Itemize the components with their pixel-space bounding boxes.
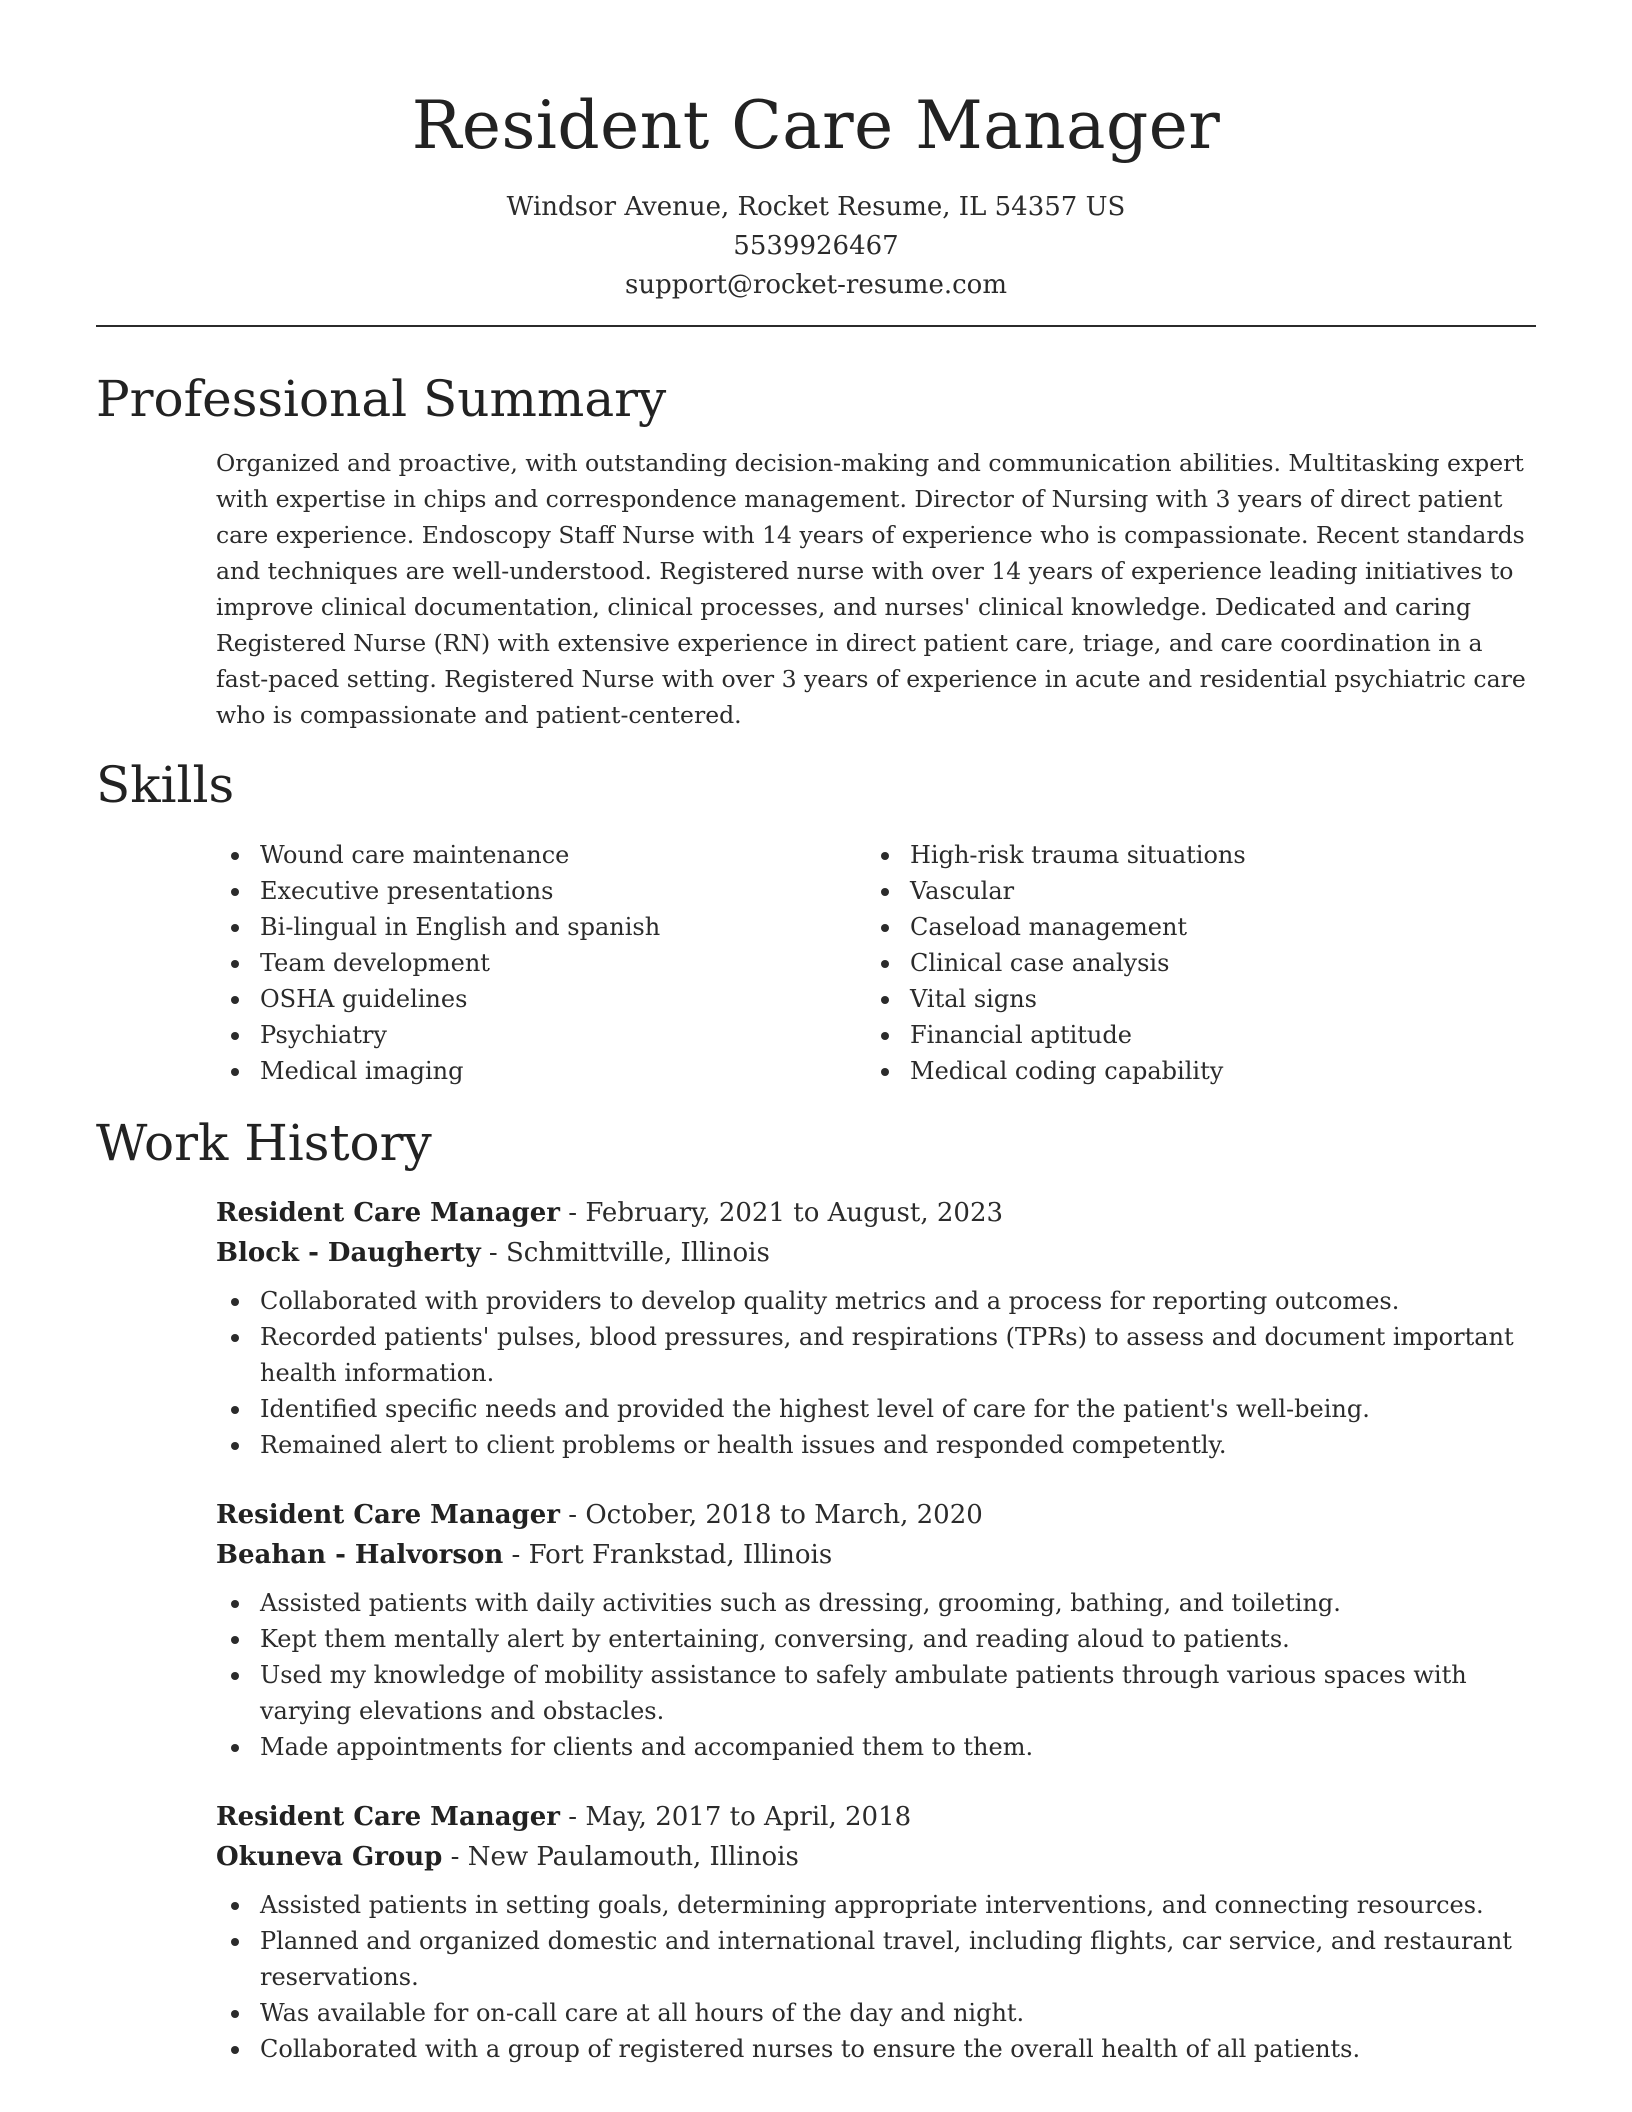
job-title-line: Resident Care Manager - May, 2017 to April, 2018 [216, 1802, 912, 1832]
contact-info [96, 188, 1536, 305]
skills-section [96, 753, 1536, 1089]
work-history-section [96, 1111, 1536, 2067]
job-entry [216, 1797, 1536, 2067]
skill-item: Medical coding capability [866, 1053, 1516, 1089]
job-dates: October, 2018 to March, 2020 [585, 1500, 983, 1530]
job-role: Resident Care Manager [216, 1500, 560, 1530]
skill-item: Team development [216, 945, 866, 981]
job-bullet: Used my knowledge of mobility assistance to safely ambulate patients through various spaces with varying elevations and obstacles. [216, 1657, 1536, 1729]
job-bullets [216, 1283, 1536, 1463]
job-company: Block - Daugherty [216, 1238, 481, 1268]
skill-item: Executive presentations [216, 873, 866, 909]
resume-page [96, 0, 1536, 2112]
skill-item: OSHA guidelines [216, 981, 866, 1017]
job-entry [216, 1193, 1536, 1463]
job-bullet: Recorded patients' pulses, blood pressures, and respirations (TPRs) to assess and document important health information. [216, 1319, 1536, 1391]
job-company-line: Beahan - Halvorson - Fort Frankstad, Illinois [216, 1540, 833, 1570]
job-bullet: Planned and organized domestic and international travel, including flights, car service, and restaurant reservations. [216, 1923, 1536, 1995]
job-bullet: Collaborated with a group of registered nurses to ensure the overall health of all patients. [216, 2031, 1536, 2067]
job-bullet: Was available for on-call care at all hours of the day and night. [216, 1995, 1536, 2031]
job-bullet: Identified specific needs and provided the highest level of care for the patient's well-being. [216, 1391, 1536, 1427]
skill-item: High-risk trauma situations [866, 837, 1516, 873]
job-entry [216, 1495, 1536, 1765]
skills-grid [216, 837, 1536, 1089]
job-dates: May, 2017 to April, 2018 [585, 1802, 912, 1832]
job-role: Resident Care Manager [216, 1198, 560, 1228]
skill-item: Medical imaging [216, 1053, 866, 1089]
job-bullet: Assisted patients with daily activities such as dressing, grooming, bathing, and toileting. [216, 1585, 1536, 1621]
job-company: Beahan - Halvorson [216, 1540, 504, 1570]
job-bullet: Remained alert to client problems or health issues and responded competently. [216, 1427, 1536, 1463]
job-dates: February, 2021 to August, 2023 [585, 1198, 1004, 1228]
header-divider [96, 325, 1536, 327]
work-history-heading: Work History [96, 1114, 432, 1172]
job-location: New Paulamouth, Illinois [467, 1842, 799, 1872]
summary-text: Organized and proactive, with outstanding decision-making and communication abilities. Multitasking expert with expertise in chips and correspondence management. Director of Nursing with 3 years of direct patient care experience. Endoscopy Staff Nurse with 14 years of experience who is compassionate. Recent standards and techniques are well-understood. Registered nurse with over 14 years of experience leading initiatives to improve clinical documentation, clinical processes, and nurses' clinical knowledge. Dedicated and caring Registered Nurse (RN) with extensive experience in direct patient care, triage, and care coordination in a fast-paced setting. Registered Nurse with over 3 years of experience in acute and residential psychiatric care who is compassionate and patient-centered. [216, 449, 1526, 729]
job-role: Resident Care Manager [216, 1802, 560, 1832]
job-title-line: Resident Care Manager - October, 2018 to March, 2020 [216, 1500, 983, 1530]
candidate-name: Resident Care Manager [411, 87, 1221, 164]
resume-header [96, 0, 1536, 305]
skills-heading: Skills [96, 756, 235, 814]
phone: 5539926467 [733, 231, 899, 261]
skill-item: Psychiatry [216, 1017, 866, 1053]
job-bullet: Collaborated with providers to develop quality metrics and a process for reporting outcomes. [216, 1283, 1536, 1319]
skill-item: Financial aptitude [866, 1017, 1516, 1053]
skill-item: Vascular [866, 873, 1516, 909]
summary-section [96, 367, 1536, 733]
skill-item: Wound care maintenance [216, 837, 866, 873]
job-bullet: Assisted patients in setting goals, determining appropriate interventions, and connecting resources. [216, 1887, 1536, 1923]
summary-heading: Professional Summary [96, 370, 667, 428]
job-company: Okuneva Group [216, 1842, 443, 1872]
job-location: Schmittville, Illinois [506, 1238, 770, 1268]
job-bullets [216, 1887, 1536, 2067]
skills-column-left [216, 837, 866, 1089]
email: support@rocket-resume.com [624, 270, 1007, 300]
skills-column-right [866, 837, 1516, 1089]
skill-item: Vital signs [866, 981, 1516, 1017]
job-title-line: Resident Care Manager - February, 2021 to August, 2023 [216, 1198, 1004, 1228]
skill-item: Caseload management [866, 909, 1516, 945]
job-company-line: Block - Daugherty - Schmittville, Illinois [216, 1238, 770, 1268]
skill-item: Clinical case analysis [866, 945, 1516, 981]
job-bullet: Kept them mentally alert by entertaining, conversing, and reading aloud to patients. [216, 1621, 1536, 1657]
job-company-line: Okuneva Group - New Paulamouth, Illinois [216, 1842, 799, 1872]
job-bullets [216, 1585, 1536, 1765]
skill-item: Bi-lingual in English and spanish [216, 909, 866, 945]
job-bullet: Made appointments for clients and accompanied them to them. [216, 1729, 1536, 1765]
address: Windsor Avenue, Rocket Resume, IL 54357 US [506, 192, 1126, 222]
job-location: Fort Frankstad, Illinois [528, 1540, 833, 1570]
